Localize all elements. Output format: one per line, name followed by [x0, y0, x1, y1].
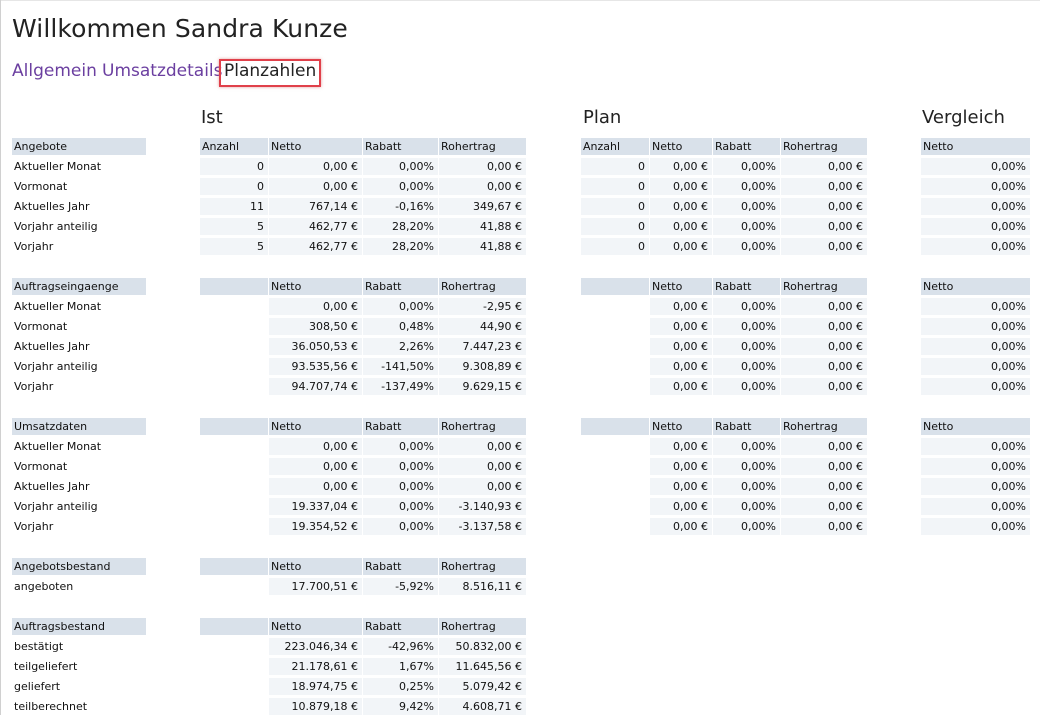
vergleich-col-header-netto: Netto [921, 138, 1030, 155]
row-label: Vorjahr [14, 380, 54, 393]
tab-umsatzdetails[interactable]: Umsatzdetails [102, 61, 223, 81]
plan-cell-netto: 0,00 € [650, 438, 712, 455]
ist-col-header-anzahl [200, 418, 268, 435]
ist-cell-rabatt: -0,16% [363, 198, 438, 215]
vergleich-cell-netto: 0,00% [921, 318, 1030, 335]
ist-cell-rohertrag: -2,95 € [439, 298, 526, 315]
vergleich-cell-netto: 0,00% [921, 198, 1030, 215]
plan-cell-rohertrag: 0,00 € [781, 358, 867, 375]
plan-cell-rabatt: 0,00% [713, 158, 780, 175]
ist-cell-netto: 0,00 € [269, 298, 362, 315]
vergleich-cell-netto: 0,00% [921, 498, 1030, 515]
ist-cell-rohertrag: 5.079,42 € [439, 678, 526, 695]
ist-cell-netto: 94.707,74 € [269, 378, 362, 395]
ist-cell-netto: 93.535,56 € [269, 358, 362, 375]
vergleich-col-header-netto: Netto [921, 418, 1030, 435]
row-label: geliefert [14, 680, 61, 693]
plan-col-header-rohertrag: Rohertrag [781, 418, 867, 435]
vergleich-cell-netto: 0,00% [921, 458, 1030, 475]
row-label: Vorjahr anteilig [14, 500, 98, 513]
row-label: Aktueller Monat [14, 160, 102, 173]
plan-col-header-anzahl [581, 278, 649, 295]
ist-cell-anzahl: 5 [200, 218, 268, 235]
plan-cell-netto: 0,00 € [650, 478, 712, 495]
ist-col-header-rabatt: Rabatt [363, 558, 438, 575]
plan-cell-rabatt: 0,00% [713, 178, 780, 195]
row-label: Vorjahr [14, 520, 54, 533]
vergleich-cell-netto: 0,00% [921, 378, 1030, 395]
ist-cell-netto: 0,00 € [269, 458, 362, 475]
ist-cell-rohertrag: 0,00 € [439, 438, 526, 455]
plan-cell-rabatt: 0,00% [713, 218, 780, 235]
tab-planzahlen[interactable]: Planzahlen [219, 59, 321, 87]
ist-cell-netto: 308,50 € [269, 318, 362, 335]
plan-cell-netto: 0,00 € [650, 338, 712, 355]
plan-cell-rabatt: 0,00% [713, 478, 780, 495]
group-header-label: Angebote [12, 138, 146, 155]
ist-cell-rabatt: -5,92% [363, 578, 438, 595]
plan-col-header-rohertrag: Rohertrag [781, 278, 867, 295]
top-border [0, 0, 1040, 1]
plan-cell-netto: 0,00 € [650, 198, 712, 215]
ist-col-header-netto: Netto [269, 138, 362, 155]
plan-cell-netto: 0,00 € [650, 298, 712, 315]
plan-cell-rohertrag: 0,00 € [781, 338, 867, 355]
vergleich-cell-netto: 0,00% [921, 158, 1030, 175]
row-label: angeboten [14, 580, 74, 593]
vergleich-cell-netto: 0,00% [921, 298, 1030, 315]
plan-cell-rohertrag: 0,00 € [781, 478, 867, 495]
row-label: teilgeliefert [14, 660, 78, 673]
ist-col-header-anzahl: Anzahl [200, 138, 268, 155]
ist-cell-netto: 462,77 € [269, 238, 362, 255]
row-label: Aktuelles Jahr [14, 480, 90, 493]
ist-cell-netto: 0,00 € [269, 158, 362, 175]
row-label: Vormonat [14, 180, 68, 193]
plan-cell-netto: 0,00 € [650, 358, 712, 375]
plan-cell-rohertrag: 0,00 € [781, 498, 867, 515]
row-label: Vorjahr anteilig [14, 220, 98, 233]
ist-col-header-netto: Netto [269, 418, 362, 435]
ist-col-header-rohertrag: Rohertrag [439, 138, 526, 155]
plan-cell-anzahl: 0 [581, 238, 649, 255]
group-header-label: Angebotsbestand [12, 558, 146, 575]
ist-cell-rabatt: -141,50% [363, 358, 438, 375]
plan-cell-rabatt: 0,00% [713, 458, 780, 475]
plan-cell-netto: 0,00 € [650, 498, 712, 515]
ist-cell-rabatt: 28,20% [363, 218, 438, 235]
ist-cell-rohertrag: 0,00 € [439, 178, 526, 195]
plan-col-header-rabatt: Rabatt [713, 138, 780, 155]
ist-cell-rabatt: 9,42% [363, 698, 438, 715]
plan-cell-rohertrag: 0,00 € [781, 298, 867, 315]
ist-cell-rohertrag: 41,88 € [439, 218, 526, 235]
ist-cell-netto: 36.050,53 € [269, 338, 362, 355]
plan-cell-netto: 0,00 € [650, 518, 712, 535]
ist-col-header-netto: Netto [269, 278, 362, 295]
ist-cell-netto: 767,14 € [269, 198, 362, 215]
ist-cell-rohertrag: 7.447,23 € [439, 338, 526, 355]
group-header-label: Umsatzdaten [12, 418, 146, 435]
ist-col-header-rohertrag: Rohertrag [439, 618, 526, 635]
vergleich-cell-netto: 0,00% [921, 438, 1030, 455]
ist-cell-rabatt: 0,00% [363, 438, 438, 455]
plan-cell-anzahl: 0 [581, 198, 649, 215]
ist-cell-rohertrag: 9.629,15 € [439, 378, 526, 395]
row-label: Vorjahr [14, 240, 54, 253]
plan-col-header-rabatt: Rabatt [713, 418, 780, 435]
row-label: Aktuelles Jahr [14, 340, 90, 353]
vergleich-cell-netto: 0,00% [921, 218, 1030, 235]
group-header-label: Auftragseingaenge [12, 278, 146, 295]
plan-cell-anzahl: 0 [581, 218, 649, 235]
plan-col-header-netto: Netto [650, 138, 712, 155]
vergleich-cell-netto: 0,00% [921, 518, 1030, 535]
plan-cell-netto: 0,00 € [650, 158, 712, 175]
left-border [0, 0, 1, 715]
row-label: Vormonat [14, 320, 68, 333]
ist-cell-rabatt: 0,00% [363, 158, 438, 175]
plan-cell-rabatt: 0,00% [713, 198, 780, 215]
ist-cell-anzahl: 11 [200, 198, 268, 215]
plan-cell-rabatt: 0,00% [713, 338, 780, 355]
ist-cell-anzahl: 0 [200, 158, 268, 175]
plan-cell-rabatt: 0,00% [713, 498, 780, 515]
vergleich-cell-netto: 0,00% [921, 238, 1030, 255]
tab-allgemein[interactable]: Allgemein [12, 61, 97, 81]
plan-cell-rohertrag: 0,00 € [781, 518, 867, 535]
ist-cell-rabatt: 0,25% [363, 678, 438, 695]
plan-cell-rabatt: 0,00% [713, 438, 780, 455]
ist-cell-rohertrag: 41,88 € [439, 238, 526, 255]
row-label: Aktueller Monat [14, 440, 102, 453]
plan-cell-rohertrag: 0,00 € [781, 458, 867, 475]
plan-cell-netto: 0,00 € [650, 238, 712, 255]
plan-cell-netto: 0,00 € [650, 178, 712, 195]
ist-col-header-anzahl [200, 618, 268, 635]
ist-cell-netto: 18.974,75 € [269, 678, 362, 695]
ist-cell-netto: 462,77 € [269, 218, 362, 235]
ist-cell-rohertrag: 349,67 € [439, 198, 526, 215]
vergleich-cell-netto: 0,00% [921, 358, 1030, 375]
vergleich-cell-netto: 0,00% [921, 178, 1030, 195]
ist-col-header-rabatt: Rabatt [363, 138, 438, 155]
plan-col-header-anzahl: Anzahl [581, 138, 649, 155]
plan-cell-rabatt: 0,00% [713, 518, 780, 535]
ist-col-header-rohertrag: Rohertrag [439, 278, 526, 295]
ist-cell-rohertrag: 0,00 € [439, 478, 526, 495]
ist-cell-netto: 19.354,52 € [269, 518, 362, 535]
group-header-label: Auftragsbestand [12, 618, 146, 635]
ist-cell-rohertrag: 44,90 € [439, 318, 526, 335]
ist-cell-rohertrag: 50.832,00 € [439, 638, 526, 655]
ist-cell-rohertrag: 9.308,89 € [439, 358, 526, 375]
ist-col-header-rabatt: Rabatt [363, 278, 438, 295]
plan-cell-rohertrag: 0,00 € [781, 318, 867, 335]
plan-cell-netto: 0,00 € [650, 318, 712, 335]
ist-cell-anzahl: 0 [200, 178, 268, 195]
ist-col-header-netto: Netto [269, 558, 362, 575]
row-label: Aktueller Monat [14, 300, 102, 313]
plan-col-header-rohertrag: Rohertrag [781, 138, 867, 155]
section-ist-heading: Ist [201, 107, 223, 128]
row-label: Aktuelles Jahr [14, 200, 90, 213]
ist-cell-netto: 223.046,34 € [269, 638, 362, 655]
ist-col-header-rohertrag: Rohertrag [439, 558, 526, 575]
plan-cell-netto: 0,00 € [650, 378, 712, 395]
ist-cell-rohertrag: -3.140,93 € [439, 498, 526, 515]
plan-cell-rohertrag: 0,00 € [781, 158, 867, 175]
section-plan-heading: Plan [583, 107, 622, 128]
ist-cell-rabatt: 0,00% [363, 498, 438, 515]
plan-cell-rohertrag: 0,00 € [781, 238, 867, 255]
plan-cell-rohertrag: 0,00 € [781, 438, 867, 455]
vergleich-cell-netto: 0,00% [921, 478, 1030, 495]
ist-cell-rabatt: 28,20% [363, 238, 438, 255]
ist-cell-rabatt: 0,00% [363, 478, 438, 495]
row-label: Vorjahr anteilig [14, 360, 98, 373]
ist-col-header-anzahl [200, 558, 268, 575]
plan-col-header-rabatt: Rabatt [713, 278, 780, 295]
row-label: Vormonat [14, 460, 68, 473]
ist-cell-netto: 0,00 € [269, 438, 362, 455]
row-label: teilberechnet [14, 700, 88, 713]
ist-cell-rohertrag: 8.516,11 € [439, 578, 526, 595]
ist-cell-rabatt: 2,26% [363, 338, 438, 355]
plan-cell-rabatt: 0,00% [713, 238, 780, 255]
plan-cell-rohertrag: 0,00 € [781, 378, 867, 395]
ist-col-header-netto: Netto [269, 618, 362, 635]
ist-col-header-rabatt: Rabatt [363, 618, 438, 635]
ist-cell-rabatt: -137,49% [363, 378, 438, 395]
plan-col-header-netto: Netto [650, 278, 712, 295]
plan-col-header-netto: Netto [650, 418, 712, 435]
plan-cell-rabatt: 0,00% [713, 318, 780, 335]
plan-cell-rohertrag: 0,00 € [781, 218, 867, 235]
row-label: bestätigt [14, 640, 64, 653]
ist-cell-anzahl: 5 [200, 238, 268, 255]
plan-col-header-anzahl [581, 418, 649, 435]
ist-col-header-anzahl [200, 278, 268, 295]
ist-cell-rabatt: 0,00% [363, 458, 438, 475]
ist-cell-netto: 19.337,04 € [269, 498, 362, 515]
ist-cell-rabatt: 0,00% [363, 178, 438, 195]
plan-cell-anzahl: 0 [581, 178, 649, 195]
plan-cell-rabatt: 0,00% [713, 298, 780, 315]
ist-cell-rabatt: -42,96% [363, 638, 438, 655]
plan-cell-rohertrag: 0,00 € [781, 178, 867, 195]
ist-cell-netto: 21.178,61 € [269, 658, 362, 675]
ist-cell-rabatt: 0,00% [363, 298, 438, 315]
vergleich-col-header-netto: Netto [921, 278, 1030, 295]
plan-cell-anzahl: 0 [581, 158, 649, 175]
plan-cell-netto: 0,00 € [650, 458, 712, 475]
ist-cell-rabatt: 0,48% [363, 318, 438, 335]
ist-cell-rohertrag: 4.608,71 € [439, 698, 526, 715]
ist-cell-netto: 0,00 € [269, 178, 362, 195]
ist-cell-netto: 0,00 € [269, 478, 362, 495]
ist-cell-rohertrag: 0,00 € [439, 458, 526, 475]
ist-cell-netto: 17.700,51 € [269, 578, 362, 595]
plan-cell-netto: 0,00 € [650, 218, 712, 235]
section-vergleich-heading: Vergleich [922, 107, 1005, 128]
ist-col-header-rohertrag: Rohertrag [439, 418, 526, 435]
ist-cell-netto: 10.879,18 € [269, 698, 362, 715]
vergleich-cell-netto: 0,00% [921, 338, 1030, 355]
plan-cell-rohertrag: 0,00 € [781, 198, 867, 215]
ist-cell-rabatt: 0,00% [363, 518, 438, 535]
plan-cell-rabatt: 0,00% [713, 378, 780, 395]
ist-cell-rohertrag: 0,00 € [439, 158, 526, 175]
ist-cell-rabatt: 1,67% [363, 658, 438, 675]
page-title: Willkommen Sandra Kunze [12, 14, 348, 43]
ist-cell-rohertrag: -3.137,58 € [439, 518, 526, 535]
plan-cell-rabatt: 0,00% [713, 358, 780, 375]
ist-cell-rohertrag: 11.645,56 € [439, 658, 526, 675]
ist-col-header-rabatt: Rabatt [363, 418, 438, 435]
